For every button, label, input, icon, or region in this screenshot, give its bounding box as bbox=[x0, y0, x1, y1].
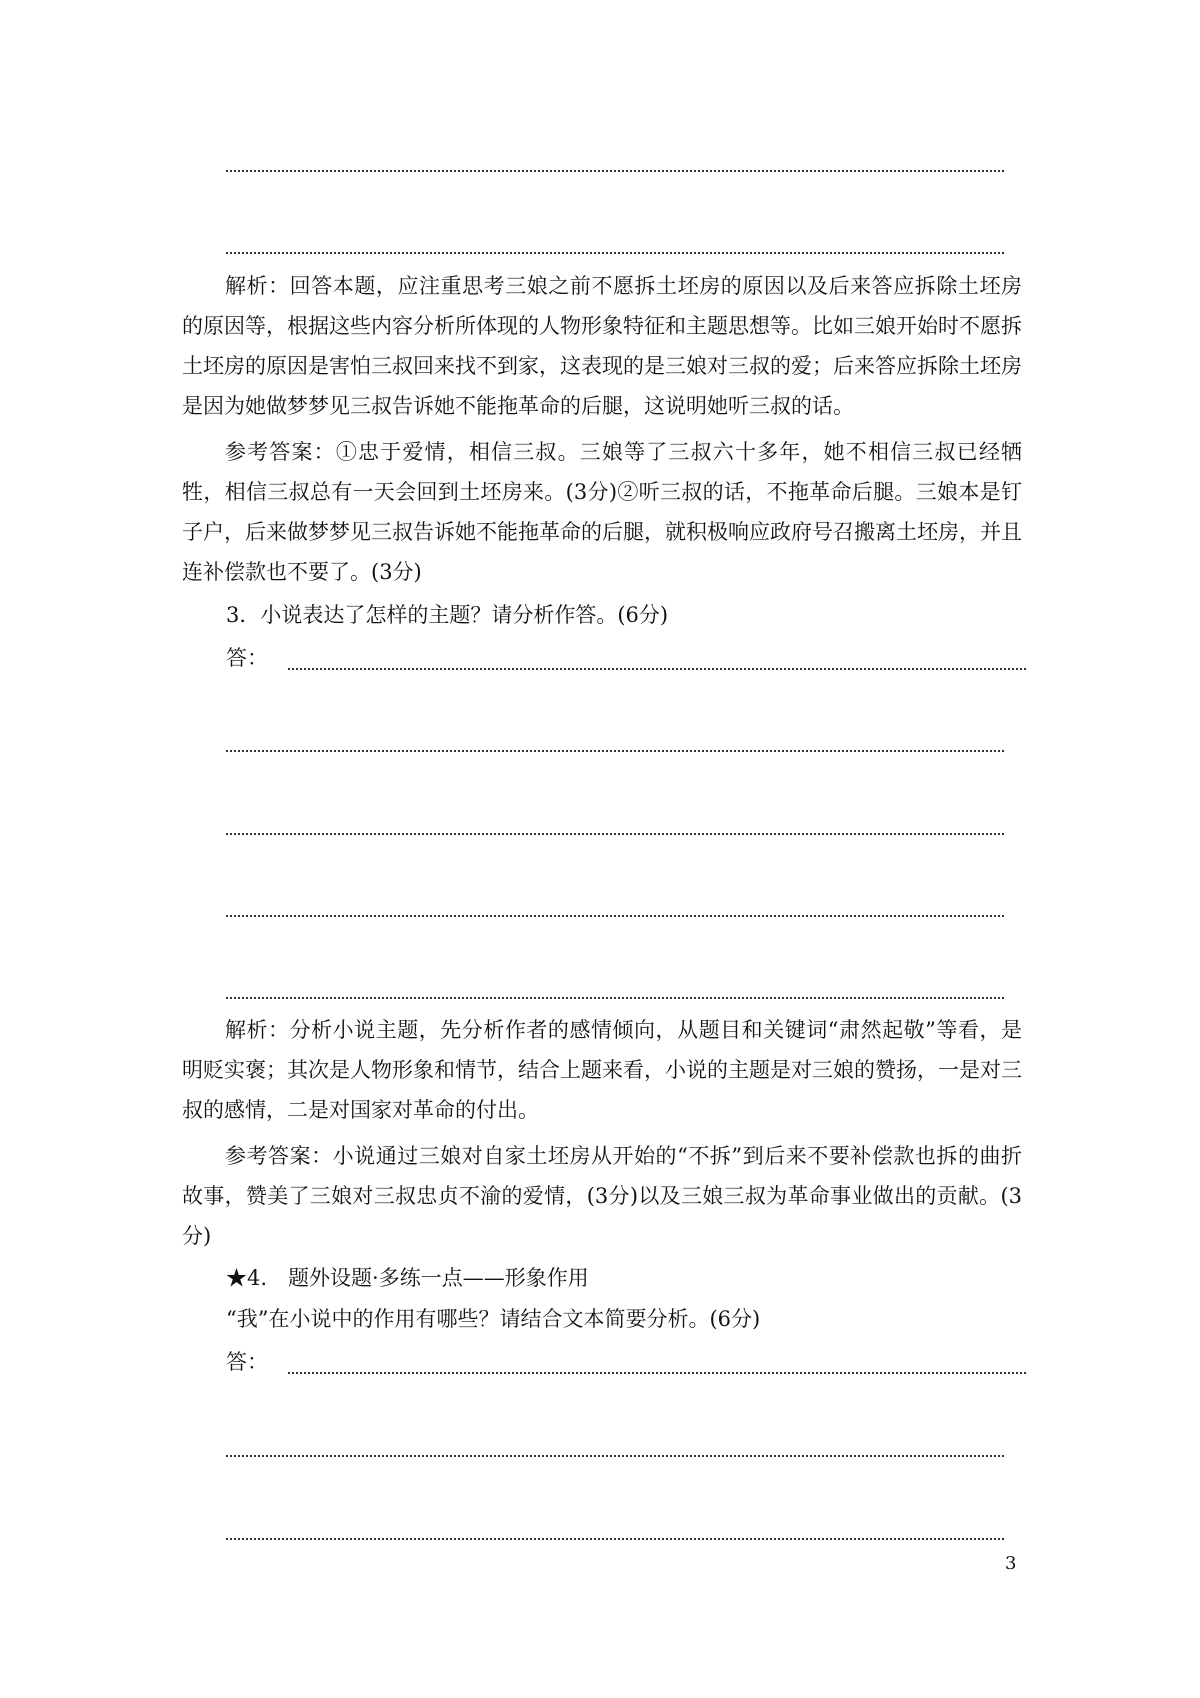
q3-answer-line[interactable] bbox=[226, 997, 1004, 999]
q3-answer-line[interactable] bbox=[226, 750, 1004, 752]
q3-analysis: 解析：分析小说主题，先分析作者的感情倾向，从题目和关键词“肃然起敬”等看，是明贬实褒；其次是人物形象和情节，结合上题来看，小说的主题是对三娘的赞扬，一是对三叔的感情，二是对国家对革命的付出。 bbox=[182, 1018, 1022, 1122]
q3-reference-answer: 参考答案：小说通过三娘对自家土坯房从开始的“不拆”到后来不要补偿款也拆的曲折故事，赞美了三娘对三叔忠贞不渝的爱情，(3分)以及三娘三叔为革命事业做出的贡献。(3分) bbox=[182, 1144, 1022, 1248]
q4-answer-line[interactable] bbox=[288, 1372, 1026, 1374]
q3-answer-label: 答： bbox=[226, 646, 268, 670]
page-number: 3 bbox=[1005, 1553, 1017, 1574]
q4-question: “我”在小说中的作用有哪些？请结合文本简要分析。(6分) bbox=[226, 1307, 761, 1331]
q2-analysis: 解析：回答本题，应注重思考三娘之前不愿拆土坯房的原因以及后来答应拆除土坯房的原因等，根据这些内容分析所体现的人物形象特征和主题思想等。比如三娘开始时不愿拆土坯房的原因是害怕三叔回来找不到家，这表现的是三娘对三叔的爱；后来答应拆除土坯房是因为她做梦梦见三叔告诉她不能拖革命的后腿，这说明她听三叔的话。 bbox=[182, 274, 1022, 418]
q4-answer-line[interactable] bbox=[226, 1455, 1004, 1457]
q3-answer-line[interactable] bbox=[226, 833, 1004, 835]
q3-answer-line[interactable] bbox=[288, 668, 1026, 670]
q4-answer-label: 答： bbox=[226, 1350, 268, 1374]
answer-line bbox=[226, 252, 1004, 254]
q3-answer-line[interactable] bbox=[226, 915, 1004, 917]
q4-answer-line[interactable] bbox=[226, 1538, 1004, 1540]
answer-line bbox=[226, 170, 1004, 172]
q2-reference-answer: 参考答案：①忠于爱情，相信三叔。三娘等了三叔六十多年，她不相信三叔已经牺牲，相信三叔总有一天会回到土坯房来。(3分)②听三叔的话，不拖革命后腿。三娘本是钉子户，后来做梦梦见三叔告诉她不能拖革命的后腿，就积极响应政府号召搬离土坯房，并且连补偿款也不要了。(3分) bbox=[182, 440, 1022, 584]
q4-heading: ★4. 题外设题·多练一点——形象作用 bbox=[226, 1266, 589, 1290]
q3-question: 3．小说表达了怎样的主题？请分析作答。(6分) bbox=[226, 603, 669, 627]
